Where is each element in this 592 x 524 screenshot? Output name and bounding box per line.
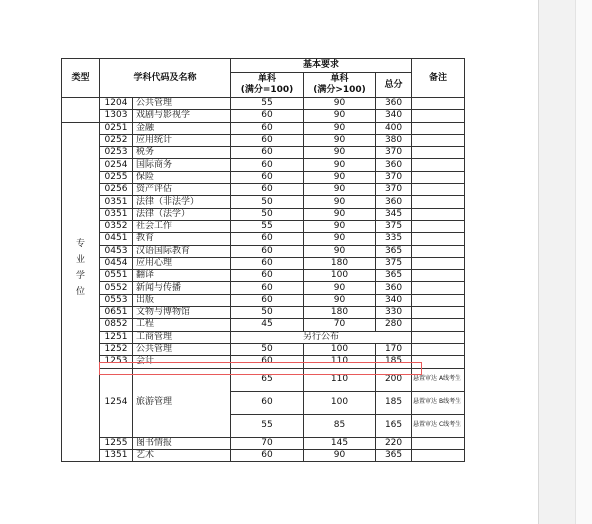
subject-code: 1251 [100, 331, 133, 343]
subject-name: 资产评估 [133, 184, 231, 196]
score-single1: 60 [231, 147, 304, 159]
subject-name: 工程 [133, 319, 231, 331]
score-single1: 60 [231, 233, 304, 245]
subject-code: 0454 [100, 257, 133, 269]
subject-code: 0253 [100, 147, 133, 159]
score-single1: 60 [231, 184, 304, 196]
score-single2: 100 [304, 270, 376, 282]
score-total: 370 [376, 147, 412, 159]
note-cell [412, 98, 465, 110]
table-row [62, 257, 465, 269]
score-total: 360 [376, 196, 412, 208]
subject-code: 0552 [100, 282, 133, 294]
subject-code: 0852 [100, 319, 133, 331]
subject-name: 社会工作 [133, 220, 231, 232]
score-total: 280 [376, 319, 412, 331]
score-single2: 90 [304, 282, 376, 294]
note-cell [412, 331, 465, 343]
table-row [62, 270, 465, 282]
table-row [62, 184, 465, 196]
subject-code: 0254 [100, 159, 133, 171]
subject-code: 1204 [100, 98, 133, 110]
score-total: 340 [376, 294, 412, 306]
tier-note: 悬置审达 C线考生 [412, 414, 465, 437]
subject-name: 新闻与传播 [133, 282, 231, 294]
subject-name: 文物与博物馆 [133, 307, 231, 319]
subject-name: 保险 [133, 171, 231, 183]
header-total: 总分 [376, 73, 412, 98]
score-single2: 90 [304, 134, 376, 146]
score-single1: 60 [231, 159, 304, 171]
subject-name: 公共管理 [133, 343, 231, 355]
score-single1: 60 [231, 391, 304, 414]
table-row [62, 208, 465, 220]
note-cell [412, 270, 465, 282]
note-cell [412, 122, 465, 134]
note-cell [412, 343, 465, 355]
subject-name: 艺术 [133, 449, 231, 461]
table-row [62, 245, 465, 257]
score-total: 360 [376, 282, 412, 294]
table-row [62, 294, 465, 306]
header-basic: 基本要求 [231, 59, 412, 73]
score-single1: 60 [231, 257, 304, 269]
header-single2-sub: (满分>100) [313, 85, 366, 95]
subject-code: 0651 [100, 307, 133, 319]
table-row [62, 196, 465, 208]
section-label-professional [62, 122, 100, 462]
score-requirements-table [61, 58, 465, 462]
subject-name: 法律（法学） [133, 208, 231, 220]
score-single1: 60 [231, 122, 304, 134]
subject-code: 0551 [100, 270, 133, 282]
score-total: 375 [376, 220, 412, 232]
score-single2: 90 [304, 233, 376, 245]
table-row [62, 356, 465, 368]
header-single2-title: 单科 [330, 74, 349, 84]
subject-code: 1303 [100, 110, 133, 122]
header-note: 备注 [412, 59, 465, 98]
note-cell [412, 245, 465, 257]
score-total: 330 [376, 307, 412, 319]
score-single1: 65 [231, 368, 304, 391]
score-single2: 90 [304, 110, 376, 122]
subject-name: 翻译 [133, 270, 231, 282]
subject-code: 0351 [100, 196, 133, 208]
table-row [62, 159, 465, 171]
header-single1-title: 单科 [258, 74, 277, 84]
score-single2: 90 [304, 184, 376, 196]
note-cell [412, 196, 465, 208]
score-total: 400 [376, 122, 412, 134]
score-single2: 90 [304, 220, 376, 232]
score-total: 360 [376, 159, 412, 171]
note-cell [412, 319, 465, 331]
subject-name: 法律（非法学） [133, 196, 231, 208]
subject-name: 教育 [133, 233, 231, 245]
tier-note: 悬置审达 B线考生 [412, 391, 465, 414]
header-single1 [231, 73, 304, 98]
subject-code: 1351 [100, 449, 133, 461]
note-cell [412, 159, 465, 171]
note-cell [412, 110, 465, 122]
score-single1: 55 [231, 98, 304, 110]
score-single1: 50 [231, 343, 304, 355]
score-total: 360 [376, 98, 412, 110]
score-total: 200 [376, 368, 412, 391]
score-single2: 90 [304, 147, 376, 159]
subject-name: 汉语国际教育 [133, 245, 231, 257]
table-body [62, 98, 465, 462]
table-row [62, 437, 465, 449]
score-single1: 60 [231, 449, 304, 461]
subject-name: 应用统计 [133, 134, 231, 146]
score-single2: 90 [304, 208, 376, 220]
score-total: 375 [376, 257, 412, 269]
table-row [62, 319, 465, 331]
subject-code: 0553 [100, 294, 133, 306]
score-single2: 180 [304, 307, 376, 319]
score-total: 345 [376, 208, 412, 220]
score-single1: 60 [231, 356, 304, 368]
score-total: 370 [376, 184, 412, 196]
subject-name: 会计 [133, 356, 231, 368]
table-row [62, 110, 465, 122]
score-single2: 100 [304, 343, 376, 355]
score-total: 365 [376, 270, 412, 282]
tier-note: 悬置审达 A线考生 [412, 368, 465, 391]
subject-name: 国际商务 [133, 159, 231, 171]
score-single2: 90 [304, 98, 376, 110]
table-row [62, 282, 465, 294]
subject-code: 1255 [100, 437, 133, 449]
score-single1: 60 [231, 294, 304, 306]
note-cell [412, 208, 465, 220]
table-row [62, 220, 465, 232]
subject-name: 金融 [133, 122, 231, 134]
subject-name: 图书情报 [133, 437, 231, 449]
score-total: 220 [376, 437, 412, 449]
note-cell [412, 356, 465, 368]
score-single1: 55 [231, 414, 304, 437]
section-label-text: 专业学位 [75, 238, 85, 297]
table-row [62, 98, 465, 110]
score-single2: 90 [304, 171, 376, 183]
score-total: 185 [376, 391, 412, 414]
vertical-scrollbar[interactable] [575, 0, 592, 524]
subject-code: 0256 [100, 184, 133, 196]
score-single1: 60 [231, 110, 304, 122]
table-row [62, 171, 465, 183]
note-cell [412, 294, 465, 306]
subject-name: 应用心理 [133, 257, 231, 269]
note-cell [412, 184, 465, 196]
score-single1: 55 [231, 220, 304, 232]
table-row [62, 147, 465, 159]
merged-note: 另行公布 [231, 331, 412, 343]
score-single1: 60 [231, 270, 304, 282]
score-single2: 180 [304, 257, 376, 269]
note-cell [412, 220, 465, 232]
note-cell [412, 449, 465, 461]
score-single1: 50 [231, 208, 304, 220]
table-row [62, 343, 465, 355]
subject-code: 0451 [100, 233, 133, 245]
score-total: 370 [376, 171, 412, 183]
score-single1: 60 [231, 245, 304, 257]
score-single2: 90 [304, 245, 376, 257]
note-cell [412, 282, 465, 294]
score-single2: 90 [304, 449, 376, 461]
score-single2: 145 [304, 437, 376, 449]
table-row [62, 122, 465, 134]
score-total: 340 [376, 110, 412, 122]
table-row [62, 307, 465, 319]
score-single1: 60 [231, 171, 304, 183]
subject-name: 公共管理 [133, 98, 231, 110]
table-row-mba [62, 331, 465, 343]
subject-name: 工商管理 [133, 331, 231, 343]
score-single1: 60 [231, 282, 304, 294]
score-total: 185 [376, 356, 412, 368]
score-single2: 90 [304, 196, 376, 208]
note-cell [412, 171, 465, 183]
header-type: 类型 [62, 59, 100, 98]
note-cell [412, 437, 465, 449]
score-single2: 90 [304, 122, 376, 134]
note-cell [412, 147, 465, 159]
note-cell [412, 257, 465, 269]
table-row [62, 134, 465, 146]
score-single1: 70 [231, 437, 304, 449]
subject-name: 戏剧与影视学 [133, 110, 231, 122]
subject-code: 0255 [100, 171, 133, 183]
score-single2: 110 [304, 356, 376, 368]
score-single1: 50 [231, 196, 304, 208]
score-total: 365 [376, 245, 412, 257]
subject-code: 1254 [100, 368, 133, 437]
score-total: 170 [376, 343, 412, 355]
score-total: 335 [376, 233, 412, 245]
score-total: 365 [376, 449, 412, 461]
score-single2: 100 [304, 391, 376, 414]
score-single1: 45 [231, 319, 304, 331]
header-single2 [304, 73, 376, 98]
score-total: 380 [376, 134, 412, 146]
note-cell [412, 134, 465, 146]
score-single2: 90 [304, 294, 376, 306]
score-single2: 85 [304, 414, 376, 437]
type-cell-blank [62, 98, 100, 123]
subject-code: 0351 [100, 208, 133, 220]
score-single2: 110 [304, 368, 376, 391]
table-row [62, 233, 465, 245]
score-single2: 90 [304, 159, 376, 171]
subject-code: 1252 [100, 343, 133, 355]
subject-code: 0251 [100, 122, 133, 134]
subject-code: 0352 [100, 220, 133, 232]
subject-name: 旅游管理 [133, 368, 231, 437]
score-single2: 70 [304, 319, 376, 331]
subject-name: 出版 [133, 294, 231, 306]
header-single1-sub: (满分=100) [240, 85, 294, 95]
subject-code: 0252 [100, 134, 133, 146]
subject-name: 税务 [133, 147, 231, 159]
header-subject: 学科代码及名称 [100, 59, 231, 98]
note-cell [412, 233, 465, 245]
score-total: 165 [376, 414, 412, 437]
score-single1: 50 [231, 307, 304, 319]
table-row-tourism [62, 368, 465, 391]
note-cell [412, 307, 465, 319]
subject-code: 0453 [100, 245, 133, 257]
subject-code: 1253 [100, 356, 133, 368]
table-row [62, 449, 465, 461]
score-single1: 60 [231, 134, 304, 146]
